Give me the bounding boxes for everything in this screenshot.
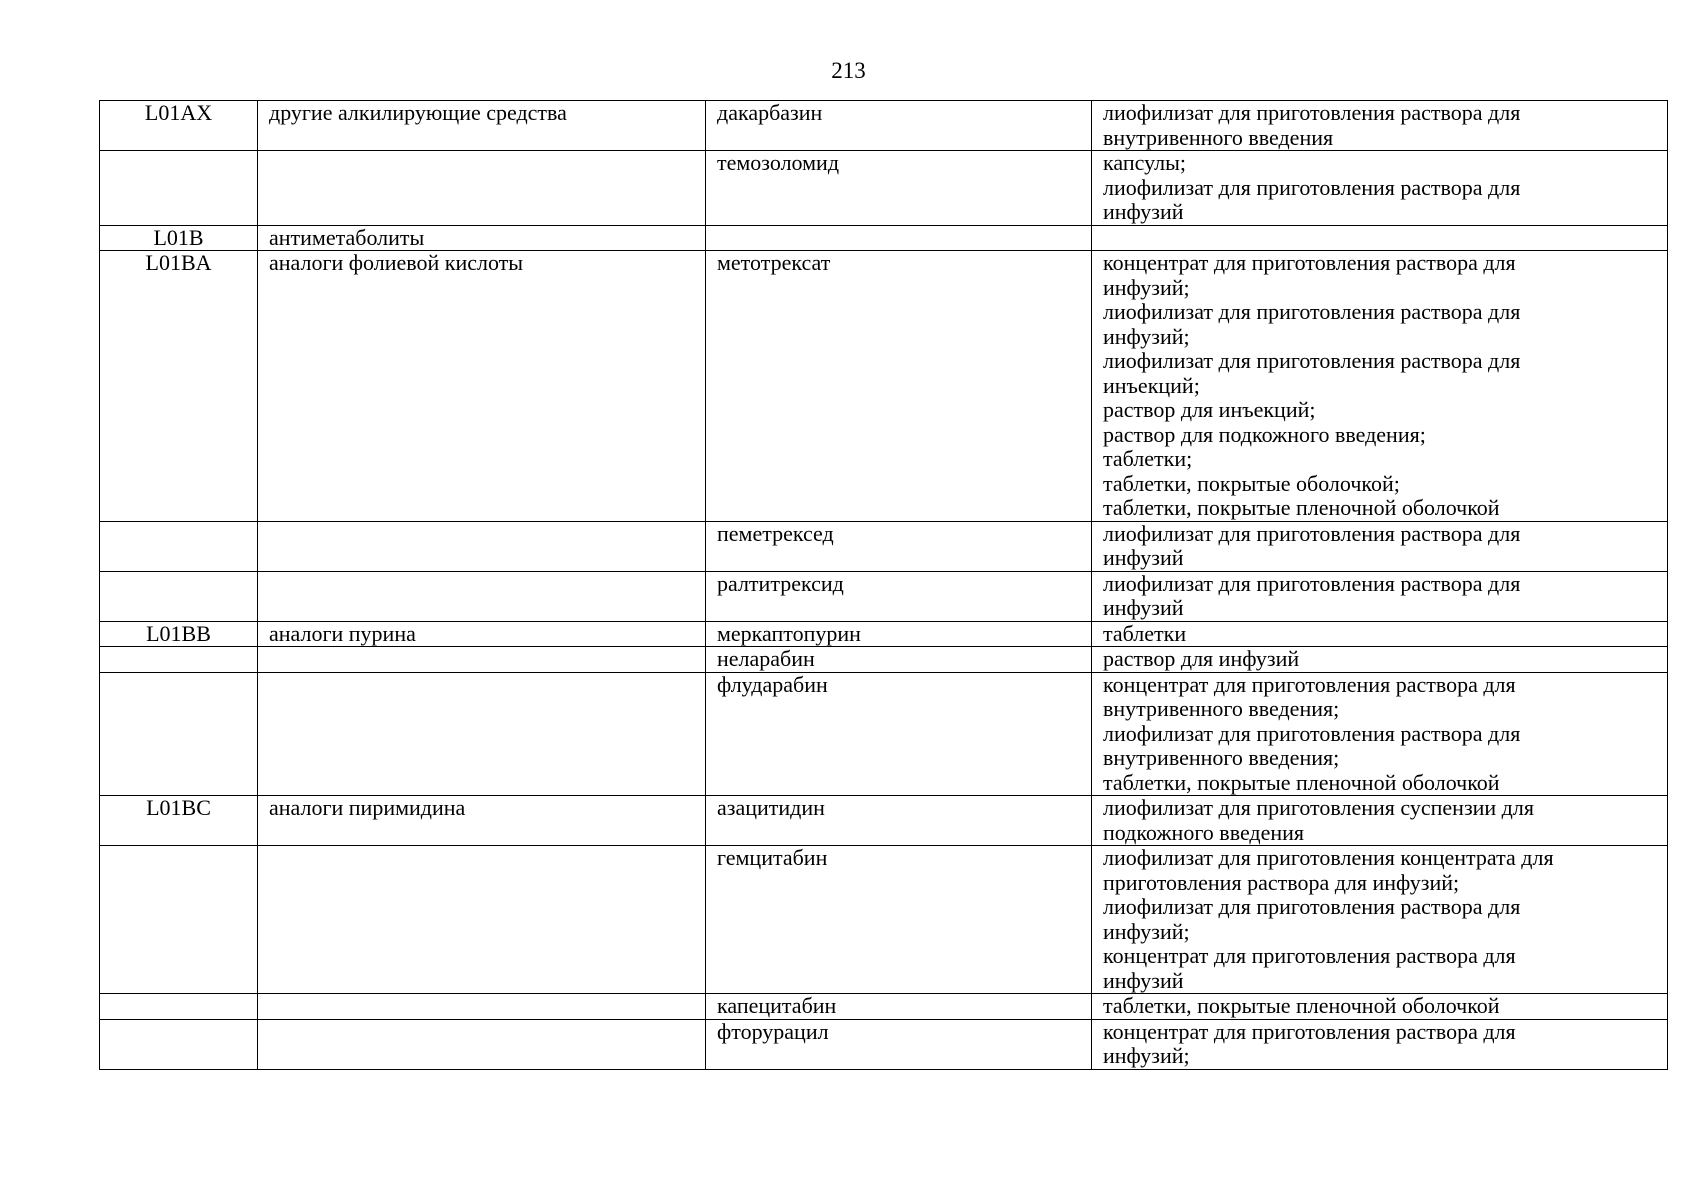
- drug-name-cell: меркаптопурин: [706, 621, 1092, 647]
- table-row: [100, 796, 1668, 846]
- atc-code-cell: [100, 672, 258, 796]
- group-cell: [258, 151, 706, 226]
- dosage-form-cell: концентрат для приготовления раствора для инфузий;: [1092, 1019, 1668, 1069]
- table-row: [100, 571, 1668, 621]
- atc-code-cell: [100, 521, 258, 571]
- group-cell: антиметаболиты: [258, 225, 706, 251]
- table-row: [100, 101, 1668, 151]
- drug-name-cell: метотрексат: [706, 251, 1092, 522]
- table-row: [100, 994, 1668, 1020]
- table-row: [100, 647, 1668, 673]
- atc-code-cell: [100, 647, 258, 673]
- drug-name-cell: гемцитабин: [706, 846, 1092, 994]
- atc-code-cell: L01AX: [100, 101, 258, 151]
- group-cell: аналоги пурина: [258, 621, 706, 647]
- drug-name-cell: дакарбазин: [706, 101, 1092, 151]
- group-cell: [258, 672, 706, 796]
- dosage-form-cell: лиофилизат для приготовления раствора для инфузий: [1092, 571, 1668, 621]
- atc-code-cell: [100, 994, 258, 1020]
- dosage-form-cell: лиофилизат для приготовления раствора для инфузий: [1092, 521, 1668, 571]
- page-number: 213: [831, 58, 866, 83]
- drug-name-cell: ралтитрексид: [706, 571, 1092, 621]
- atc-code-cell: [100, 1019, 258, 1069]
- drug-name-cell: азацитидин: [706, 796, 1092, 846]
- drug-name-cell: неларабин: [706, 647, 1092, 673]
- table-row: [100, 521, 1668, 571]
- group-cell: другие алкилирующие средства: [258, 101, 706, 151]
- drug-name-cell: флударабин: [706, 672, 1092, 796]
- atc-code-cell: [100, 151, 258, 226]
- group-cell: [258, 846, 706, 994]
- table-row: [100, 672, 1668, 796]
- group-cell: аналоги фолиевой кислоты: [258, 251, 706, 522]
- table-row: [100, 225, 1668, 251]
- atc-code-cell: L01BB: [100, 621, 258, 647]
- dosage-form-cell: лиофилизат для приготовления концентрата для приготовления раствора для инфузий; лиофилизат для приготовления раствора для инфузий; концентрат для приготовления раствора для инфузий: [1092, 846, 1668, 994]
- dosage-form-cell: лиофилизат для приготовления раствора для внутривенного введения: [1092, 101, 1668, 151]
- group-cell: [258, 571, 706, 621]
- group-cell: [258, 994, 706, 1020]
- table-row: [100, 621, 1668, 647]
- atc-code-cell: L01BA: [100, 251, 258, 522]
- drug-classification-table: [99, 100, 1668, 1070]
- drug-name-cell: темозоломид: [706, 151, 1092, 226]
- atc-code-cell: [100, 846, 258, 994]
- table-row: [100, 1019, 1668, 1069]
- dosage-form-cell: капсулы; лиофилизат для приготовления раствора для инфузий: [1092, 151, 1668, 226]
- dosage-form-cell: лиофилизат для приготовления суспензии для подкожного введения: [1092, 796, 1668, 846]
- atc-code-cell: [100, 571, 258, 621]
- drug-name-cell: [706, 225, 1092, 251]
- group-cell: [258, 1019, 706, 1069]
- atc-code-cell: L01BC: [100, 796, 258, 846]
- atc-code-cell: L01B: [100, 225, 258, 251]
- dosage-form-cell: концентрат для приготовления раствора для внутривенного введения; лиофилизат для приготовления раствора для внутривенного введения; таблетки, покрытые пленочной оболочкой: [1092, 672, 1668, 796]
- table-row: [100, 151, 1668, 226]
- dosage-form-cell: [1092, 225, 1668, 251]
- group-cell: [258, 647, 706, 673]
- group-cell: аналоги пиримидина: [258, 796, 706, 846]
- dosage-form-cell: раствор для инфузий: [1092, 647, 1668, 673]
- dosage-form-cell: концентрат для приготовления раствора для инфузий; лиофилизат для приготовления раствора для инфузий; лиофилизат для приготовления раствора для инъекций; раствор для инъекций; раствор для подкожного введения; таблетки; таблетки, покрытые оболочкой; таблетки, покрытые пленочной оболочкой: [1092, 251, 1668, 522]
- group-cell: [258, 521, 706, 571]
- table-row: [100, 251, 1668, 522]
- drug-name-cell: капецитабин: [706, 994, 1092, 1020]
- drug-name-cell: фторурацил: [706, 1019, 1092, 1069]
- dosage-form-cell: таблетки: [1092, 621, 1668, 647]
- table-row: [100, 846, 1668, 994]
- dosage-form-cell: таблетки, покрытые пленочной оболочкой: [1092, 994, 1668, 1020]
- drug-name-cell: пеметрексед: [706, 521, 1092, 571]
